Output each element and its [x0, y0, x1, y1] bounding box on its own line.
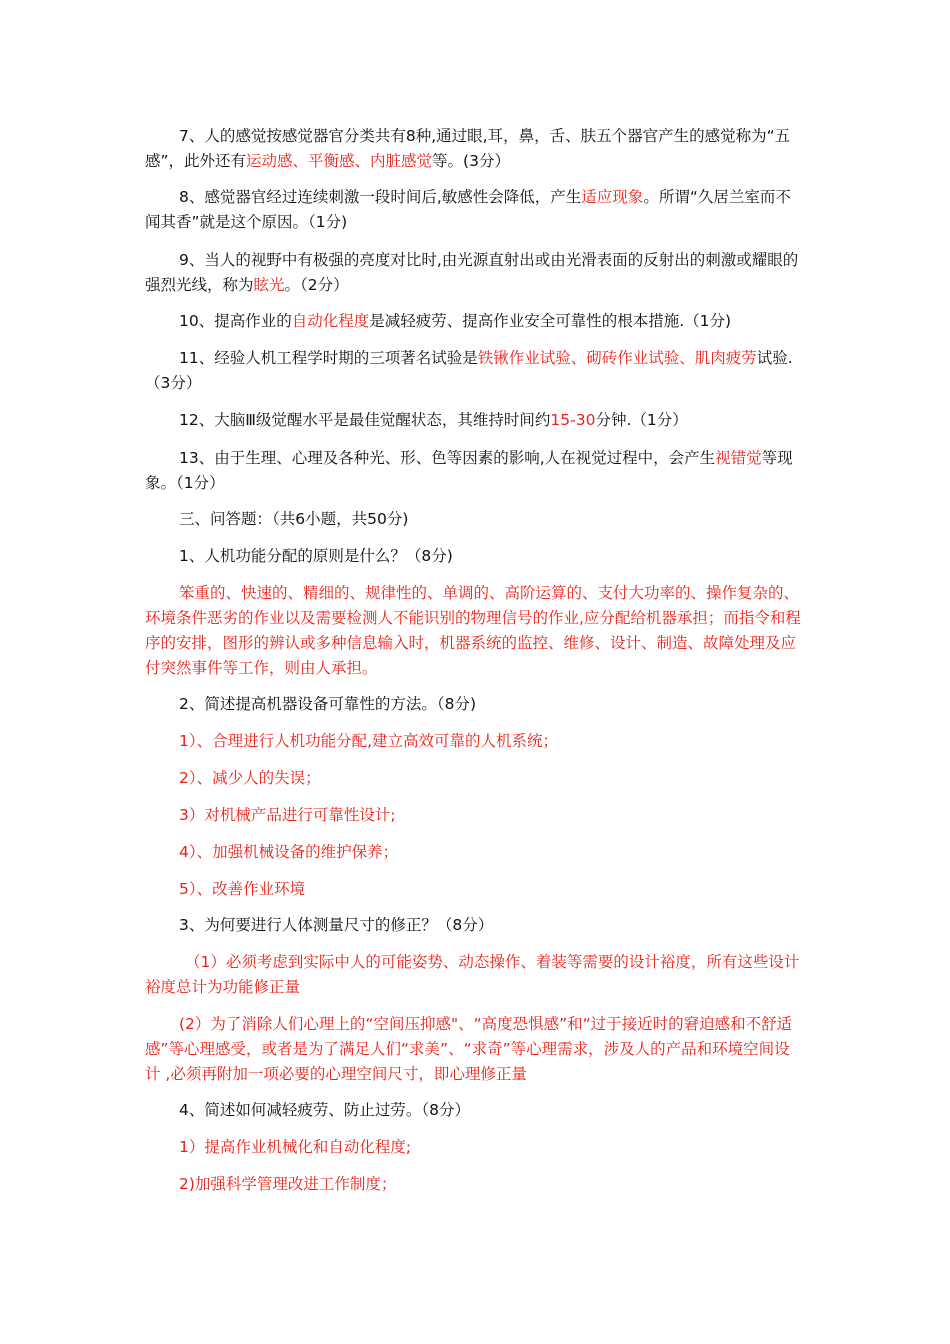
answer-3-item-1: （1）必须考虑到实际中人的可能姿势、动态操作、着装等需要的设计裕度，所有这些设计裕度总计为功能修正量: [145, 953, 800, 996]
text-run: 分钟.（1分）: [595, 411, 688, 429]
answer-2-item-3: 3）对机械产品进行可靠性设计;: [179, 806, 396, 824]
blank-question-7: [145, 124, 805, 174]
text-run: 12、大脑Ⅲ级觉醒水平是最佳觉醒状态，其维持时间约: [179, 411, 551, 429]
answer-1: 笨重的、快速的、精细的、规律性的、单调的、高阶运算的、支付大功率的、操作复杂的、环境条件恶劣的作业以及需要检测人不能识别的物理信号的作业,应分配给机器承担；而指令和程序的安排，图形的辨认或多种信息输入时，机器系统的监控、维修、设计、制造、故障处理及应付突然事件等工作，则由人承担。: [145, 584, 801, 677]
blank-question-11: [145, 346, 805, 396]
text-run: 7、人的感觉按感觉器官分类共有8种,通过眼,耳，鼻，舌、肤五个器官产生的感觉称为“五感”，此外还有: [145, 127, 791, 170]
answer-3-item-2: (2）为了消除人们心理上的“空间压抑感"、“高度恐惧感”和“过于接近时的窘迫感和不舒适感”等心理感受，或者是为了满足人们“求美”、“求奇”等心理需求，涉及人的产品和环境空间设计 ,必须再附加一项必要的心理空间尺寸，即心理修正量: [145, 1015, 793, 1083]
text-run: 11、经验人机工程学时期的三项著名试验是: [179, 349, 478, 367]
blank-question-10: [145, 309, 805, 334]
answer-2-item-1: 1）、合理进行人机功能分配,建立高效可靠的人机系统；: [179, 732, 559, 750]
answer-run: 铁锹作业试验、砌砖作业试验、肌肉疲劳: [477, 349, 757, 367]
section-heading: 三、问答题：（共6小题，共50分): [179, 510, 409, 528]
text-run: 10、提高作业的: [179, 312, 292, 330]
answer-2-item-4: 4）、加强机械设备的维护保养；: [179, 843, 399, 861]
blank-question-8: [145, 185, 805, 235]
text-run: 。（2分）: [284, 276, 349, 294]
answer-2-item-2: 2）、减少人的失误；: [179, 769, 321, 787]
answer-4-item-2: 2)加强科学管理改进工作制度；: [179, 1175, 397, 1193]
text-run: 等现象。（1分）: [145, 449, 793, 492]
answer-run: 眩光: [253, 276, 285, 294]
question-4: 4、简述如何减轻疲劳、防止过劳。（8分）: [179, 1101, 470, 1119]
answer-4-item-1: 1）提高作业机械化和自动化程度;: [179, 1138, 412, 1156]
answer-2-item-5: 5）、改善作业环境: [179, 880, 306, 898]
answer-run: 15-30: [550, 411, 596, 429]
text-run: 是减轻疲劳、提高作业安全可靠性的根本措施.（1分): [369, 312, 732, 330]
text-run: 8、感觉器官经过连续刺激一段时间后,敏感性会降低，产生: [179, 188, 582, 206]
answer-run: 适应现象: [581, 188, 644, 206]
question-2: 2、简述提高机器设备可靠性的方法。（8分): [179, 695, 477, 713]
text-run: 9、当人的视野中有极强的亮度对比时,由光源直射出或由光滑表面的反射出的刺激或耀眼的强烈光线，称为: [145, 251, 799, 294]
answer-run: 运动感、平衡感、内脏感觉: [246, 152, 433, 170]
text-run: 。所谓“久居兰室而不闻其香”就是这个原因。（1分): [145, 188, 791, 231]
blank-question-13: [145, 446, 805, 496]
text-run: 13、由于生理、心理及各种光、形、色等因素的影响,人在视觉过程中，会产生: [179, 449, 716, 467]
blank-question-9: [145, 248, 805, 298]
blank-question-12: [145, 408, 805, 433]
text-run: 试验.（3分）: [145, 349, 793, 392]
text-run: 等。(3分）: [432, 152, 510, 170]
answer-run: 视错觉: [715, 449, 762, 467]
answer-run: 自动化程度: [291, 312, 370, 330]
question-3: 3、为何要进行人体测量尺寸的修正？（8分）: [179, 916, 494, 934]
question-1: 1、人机功能分配的原则是什么？（8分): [179, 547, 453, 565]
